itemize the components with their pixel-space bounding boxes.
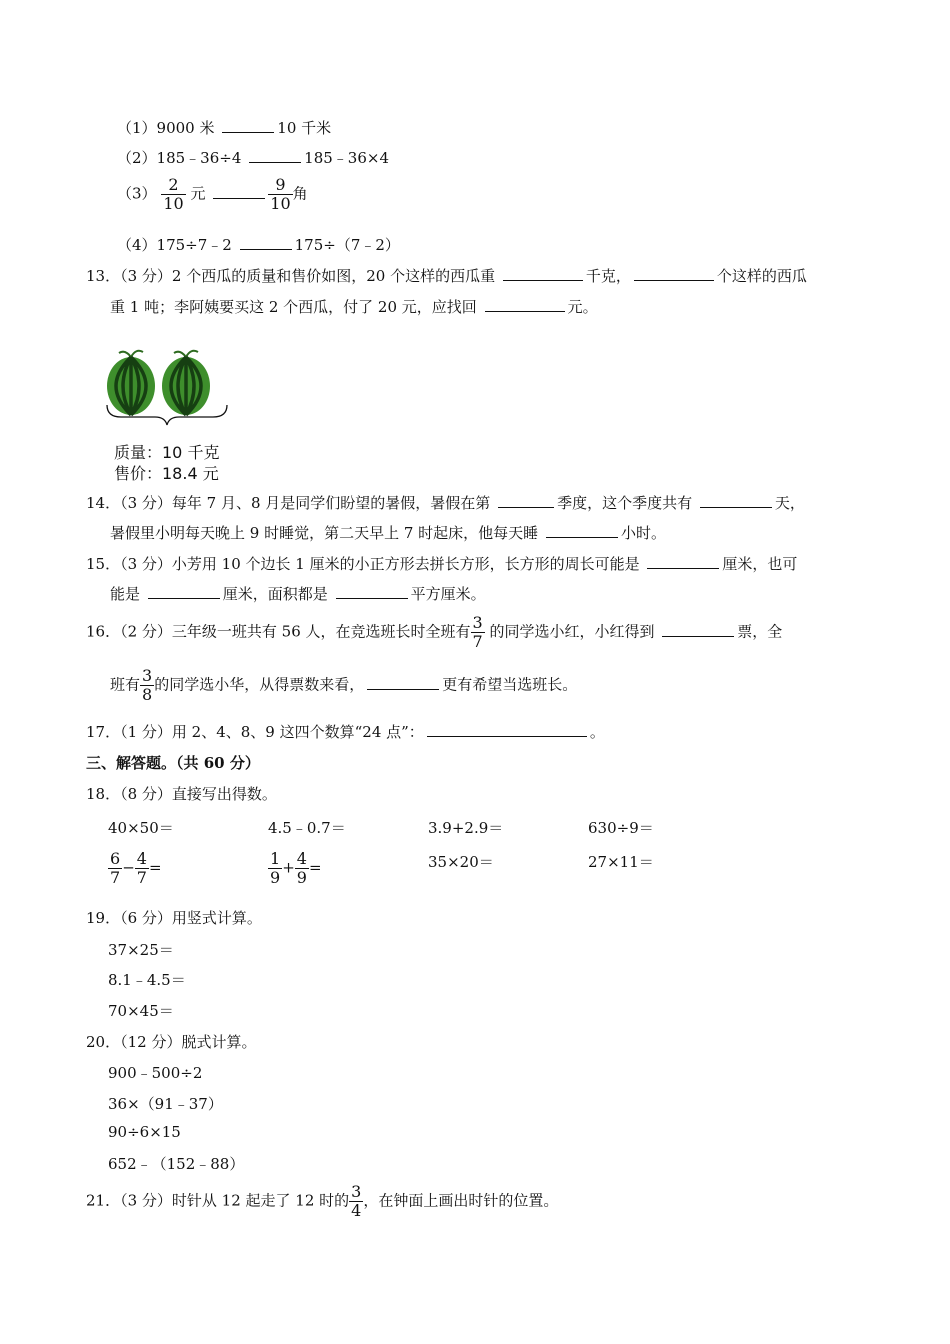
operator: = (148, 858, 162, 877)
q12-item-4-label: （4）175÷7﹣2 (117, 236, 232, 254)
q12-item-2-right: 185﹣36×4 (304, 149, 389, 167)
q12-item-2-label: （2）185﹣36÷4 (117, 149, 242, 167)
q18-item: 40×50＝ (108, 819, 174, 837)
q16-text: 班有 (110, 675, 141, 694)
q16-text: 更有希望当选班长。 (442, 675, 578, 694)
q17-text: 。 (589, 723, 605, 741)
q13-text: 元。 (567, 298, 598, 316)
answer-blank[interactable] (213, 183, 265, 199)
answer-blank[interactable] (662, 621, 734, 637)
q21-line (86, 1183, 558, 1220)
q16-text: 的同学选小华，从得票数来看， (154, 675, 365, 694)
answer-blank[interactable] (367, 674, 439, 690)
q12-item-3-mid: 元 (190, 184, 206, 203)
q14-text: 季度，这个季度共有 (557, 494, 693, 512)
q18-item: 630÷9＝ (588, 819, 654, 837)
watermelon-icon (107, 351, 155, 415)
fraction: $\frac{3}{4}$ (351, 1182, 362, 1220)
q14-text: 天， (774, 494, 805, 512)
operator: = (308, 858, 322, 877)
q14-text: 14．（3 分）每年 7 月、8 月是同学们盼望的暑假，暑假在第 (86, 494, 491, 512)
q12-item-4-right: 175÷（7﹣2） (294, 236, 400, 254)
q12-item-1 (117, 117, 331, 138)
fraction: $\frac{9}{10}$ (270, 175, 291, 213)
q14-line-1 (86, 492, 805, 513)
q15-text: 厘米，面积都是 (222, 585, 328, 603)
q14-line-2 (110, 522, 666, 543)
answer-blank[interactable] (336, 583, 408, 599)
fraction: $\frac{3}{8}$ (142, 666, 153, 704)
q16-text: 的同学选小红，小红得到 (489, 622, 655, 641)
q15-line-2 (110, 583, 486, 604)
q15-text: 平方厘米。 (410, 585, 486, 603)
q20-item: 900﹣500÷2 (108, 1064, 203, 1082)
fraction: $\frac{6}{7}$ (110, 849, 121, 887)
q13-text: 个这样的西瓜 (716, 267, 807, 285)
answer-blank[interactable] (700, 492, 772, 508)
answer-blank[interactable] (503, 265, 583, 281)
q20-item: 652﹣（152﹣88） (108, 1155, 245, 1173)
answer-blank[interactable] (249, 147, 301, 163)
answer-blank[interactable] (148, 583, 220, 599)
q17-line (86, 721, 605, 742)
q16-text: 票，全 (737, 622, 783, 641)
q16-line-1 (86, 614, 782, 651)
q15-text: 15．（3 分）小芳用 10 个边长 1 厘米的小正方形去拼长方形，长方形的周长可能是 (86, 555, 640, 573)
q18-item: 35×20＝ (428, 853, 494, 871)
q13-line-2 (110, 296, 598, 317)
q21-text: ，在钟面上画出时针的位置。 (363, 1191, 559, 1210)
q18-item: 27×11＝ (588, 853, 654, 871)
q12-item-1-label: （1）9000 米 (117, 119, 215, 137)
q13-text: 重 1 吨；李阿姨要买这 2 个西瓜，付了 20 元，应找回 (110, 298, 477, 316)
q18-fraction-item-2 (268, 850, 322, 887)
q15-text: 厘米，也可 (722, 555, 798, 573)
answer-blank[interactable] (647, 553, 719, 569)
q14-text: 暑假里小明每天晚上 9 时睡觉，第二天早上 7 时起床，他每天睡 (110, 524, 539, 542)
fraction: $\frac{3}{7}$ (472, 613, 483, 651)
q20-title: 20．（12 分）脱式计算。 (86, 1033, 257, 1051)
q16-line-2 (110, 667, 577, 704)
q15-text: 能是 (110, 585, 141, 603)
watermelon-mass-caption: 质量：10 千克 (114, 443, 220, 462)
watermelon-icon (162, 351, 210, 415)
answer-blank[interactable] (634, 265, 714, 281)
answer-blank[interactable] (546, 522, 618, 538)
q20-item: 90÷6×15 (108, 1123, 181, 1141)
q18-fraction-item-1 (108, 850, 162, 887)
fraction: $\frac{1}{9}$ (270, 849, 281, 887)
answer-blank[interactable] (498, 492, 554, 508)
answer-blank[interactable] (485, 296, 565, 312)
q13-line-1 (86, 265, 807, 286)
q17-text: 17．（1 分）用 2、4、8、9 这四个数算“24 点”： (86, 723, 424, 741)
q12-item-2 (117, 147, 389, 168)
q13-text: 13．（3 分）2 个西瓜的质量和售价如图，20 个这样的西瓜重 (86, 267, 496, 285)
q18-title: 18．（8 分）直接写出得数。 (86, 785, 277, 803)
q12-item-3-right: 角 (292, 184, 308, 203)
q19-item: 8.1﹣4.5＝ (108, 971, 186, 989)
section-heading: 三、解答题。（共 60 分） (86, 754, 260, 772)
q14-text: 小时。 (620, 524, 666, 542)
fraction: $\frac{4}{9}$ (296, 849, 307, 887)
q12-item-4 (117, 234, 400, 255)
q20-item: 36×（91﹣37） (108, 1095, 223, 1113)
q21-text: 21．（3 分）时针从 12 起走了 12 时的 (86, 1191, 350, 1210)
q19-item: 37×25＝ (108, 941, 174, 959)
q12-item-3-label: （3） (117, 184, 157, 203)
answer-blank[interactable] (427, 721, 587, 737)
watermelon-price-caption: 售价：18.4 元 (114, 464, 219, 483)
answer-blank[interactable] (240, 234, 292, 250)
operator: − (122, 858, 135, 877)
fraction: $\frac{2}{10}$ (163, 175, 184, 213)
q12-item-1-right: 10 千米 (277, 119, 332, 137)
q19-item: 70×45＝ (108, 1002, 174, 1020)
q18-item: 4.5﹣0.7＝ (268, 819, 346, 837)
q13-text: 千克， (585, 267, 631, 285)
q15-line-1 (86, 553, 797, 574)
q19-title: 19．（6 分）用竖式计算。 (86, 909, 262, 927)
operator: + (282, 858, 295, 877)
q16-text: 16．（2 分）三年级一班共有 56 人，在竞选班长时全班有 (86, 622, 471, 641)
q12-item-3 (117, 176, 308, 213)
answer-blank[interactable] (222, 117, 274, 133)
q18-item: 3.9+2.9＝ (428, 819, 504, 837)
fraction: $\frac{4}{7}$ (136, 849, 147, 887)
